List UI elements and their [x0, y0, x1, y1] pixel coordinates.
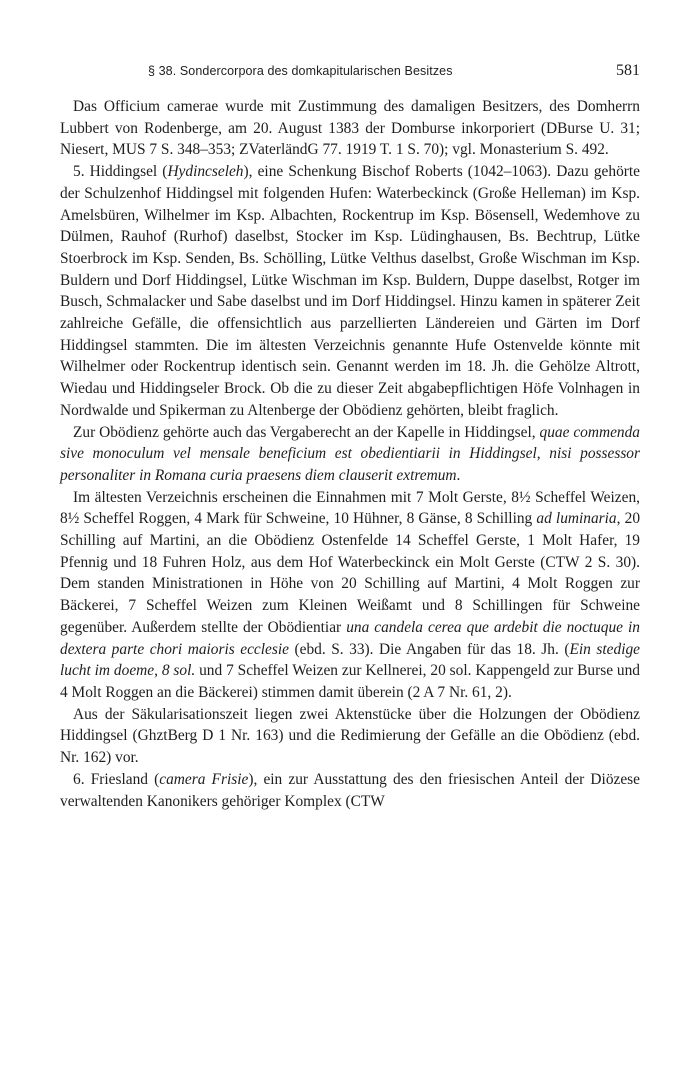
running-header: [60, 62, 640, 84]
italic-run: camera Frisie: [159, 770, 249, 788]
text-run: und 7 Scheffel Weizen zur Kellnerei, 20 sol. Kappengeld zur Burse und 4 Molt Roggen an die Bäckerei) stimmen damit überein (2 A 7 Nr. 61, 2).: [60, 662, 641, 701]
italic-run: Ein stedige lucht im doeme, 8 sol.: [60, 640, 640, 680]
text-run: 6. Friesland (: [73, 770, 160, 788]
paragraph-einnahmen: [60, 487, 640, 704]
paragraph-friesland: [60, 769, 640, 812]
section-title: § 38. Sondercorpora des domkapitularischen Besitzes: [148, 64, 453, 78]
text-run: Im ältesten Verzeichnis erscheinen die Einnahmen mit 7 Molt Gerste, 8½ Scheffel Weizen, 8½ Scheffel Roggen, 4 Mark für Schweine, 10 Hühner, 8 Gänse, 8 Schilling: [60, 488, 640, 528]
text-run: ), eine Schenkung Bischof Roberts (1042–1063). Dazu gehörte der Schulzenhof Hiddingsel mit folgenden Hufen: Waterbeckinck (Große Helleman) im Ksp. Amelsbüren, Wilhelmer im Ksp. Albachten, Rockentrup im Ksp. Bösensell, Wedemhove zu Dülmen, Rauhof (Rurhof) daselbst, Stocker im Ksp. Lüdinghausen, Bs. Bechtrup, Lütke Stoerbrock im Ksp. Senden, Bs. Schölling, Lütke Velthus daselbst, Große Wischman im Ksp. Buldern und Dorf Hiddingsel, Lütke Wischman im Ksp. Buldern, Duppe daselbst, Rotger im Busch, Schmalacker und Sabe daselbst und im Dorf Hiddingsel. Hinzu kamen in späterer Zeit zahlreiche Gefälle, die offensichtlich aus parzellierten Ländereien und Gärten im Dorf Hiddingsel stammten. Die im ältesten Verzeichnis genannte Hufe Ostenvelde könnte mit Wilhelmer oder Rockentrup identisch sein. Genannt werden im 18. Jh. die Gehölze Altrott, Wiedau und Hiddingseler Brock. Ob die zu dieser Zeit abgabepflichtigen Höfe Volnhagen in Nordwalde und Spikerman zu Altenberge der Obödienz gehörten, bleibt fraglich.: [60, 163, 640, 419]
text-run: (ebd. S. 33). Die Angaben für das 18. Jh. (: [288, 640, 570, 658]
page-number: 581: [616, 62, 640, 79]
text-run: 5. Hiddingsel (: [73, 163, 168, 181]
paragraph-kapelle: [60, 422, 640, 487]
paragraph-hiddingsel: [60, 161, 640, 421]
text-run: ), ein zur Ausstattung des den friesischen Anteil der Diözese verwaltenden Kanonikers gehöriger Komplex (CTW: [60, 770, 640, 810]
text-run: Aus der Säkularisationszeit liegen zwei Aktenstücke über die Holzungen der Obödienz Hiddingsel (GhztBerg D 1 Nr. 163) und die Redimierung der Gefälle an die Obödienz (ebd. Nr. 162) vor.: [60, 705, 640, 767]
text-run: Zur Obödienz gehörte auch das Vergaberecht an der Kapelle in Hiddingsel,: [73, 423, 540, 441]
paragraph-saekularisation: [60, 704, 640, 769]
italic-run: una candela cerea que ardebit die noctuque in dextera parte chori maioris ecclesie: [60, 618, 640, 658]
paragraph-officium: [60, 96, 640, 161]
italic-run: ad luminaria: [536, 510, 617, 528]
italic-run: quae commenda sive monoculum vel mensale beneficium est obedientiarii in Hiddingsel, nisi possessor personaliter in Romana curia praesens diem clauserit extremum: [60, 423, 640, 484]
text-run: , 20 Schilling auf Martini, an die Obödienz Ostenfelde 14 Scheffel Gerste, 1 Molt Hafer, 19 Pfennig und 18 Fuhren Holz, aus dem Hof Waterbeckinck ein Molt Gerste (CTW 2 S. 30). Dem standen Ministrationen in Höhe von 20 Schilling auf Martini, 4 Molt Roggen zur Bäckerei, 7 Scheffel Weizen zum Kleinen Weißamt und 8 Schillingen für Schweine gegenüber. Außerdem stellte der Obödientiar: [60, 510, 641, 636]
text-run: Das Officium camerae wurde mit Zustimmung des damaligen Besitzers, des Domherrn Lubbert von Rodenberge, am 20. August 1383 der Domburse inkorporiert (DBurse U. 31; Niesert, MUS 7 S. 348–353; ZVaterländG 77. 1919 T. 1 S. 70); vgl. Monasterium S. 492.: [60, 98, 640, 159]
body-text: [60, 96, 640, 812]
text-run: .: [456, 466, 461, 484]
italic-run: Hydincseleh: [167, 163, 244, 181]
